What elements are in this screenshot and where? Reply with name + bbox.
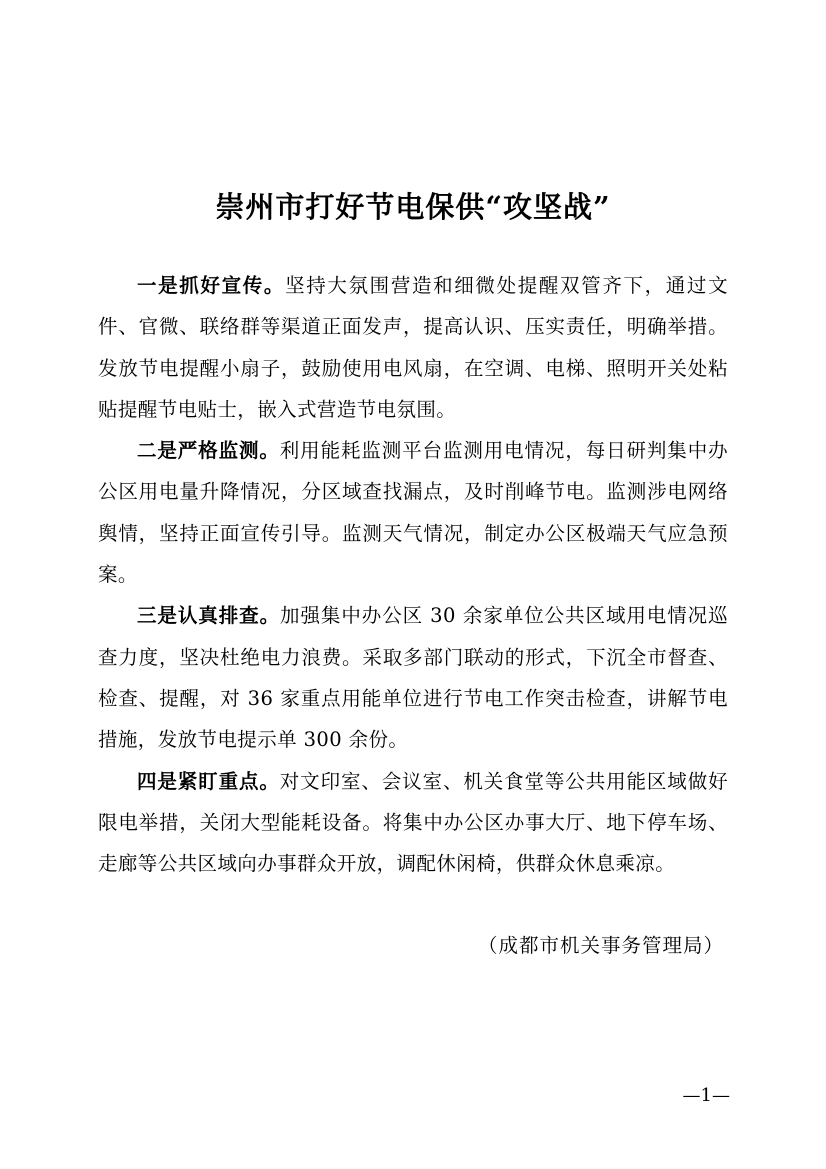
paragraph-text: 利用能耗监测平台监测用电情况，每日研判集中办公区用电量升降情况，分区域查找漏点，及时削峰节电。监测涉电网络舆情，坚持正面宣传引导。监测天气情况，制定办公区极端天气应急预案。	[98, 439, 728, 587]
document-source: （成都市机关事务管理局）	[477, 934, 724, 957]
page-number: —1—	[682, 1085, 730, 1106]
paragraph-key-points	[98, 761, 728, 885]
paragraph-publicity	[98, 265, 728, 430]
paragraph-monitoring	[98, 430, 728, 595]
paragraph-text: 对文印室、会议室、机关食堂等公共用能区域做好限电举措，关闭大型能耗设备。将集中办公区办事大厅、地下停车场、走廊等公共区域向办事群众开放，调配休闲椅，供群众休息乘凉。	[98, 769, 728, 876]
document-title: 崇州市打好节电保供“攻坚战”	[215, 190, 611, 224]
paragraph-lead: 四是紧盯重点。	[137, 769, 280, 793]
paragraph-text: 加强集中办公区 30 余家单位公共区域用电情况巡查力度，坚决杜绝电力浪费。采取多部门联动的形式，下沉全市督查、检查、提醒，对 36 家重点用能单位进行节电工作突击检查，讲解节电措施，发放节电提示单 300 余份。	[98, 604, 728, 752]
paragraph-text: 坚持大氛围营造和细微处提醒双管齐下，通过文件、官微、联络群等渠道正面发声，提高认识、压实责任，明确举措。发放节电提醒小扇子，鼓励使用电风扇，在空调、电梯、照明开关处粘贴提醒节电贴士，嵌入式营造节电氛围。	[98, 274, 728, 421]
paragraph-inspection	[98, 595, 728, 760]
paragraph-lead: 二是严格监测。	[137, 439, 280, 463]
paragraph-lead: 三是认真排查。	[137, 604, 281, 628]
document-body	[98, 265, 728, 884]
paragraph-lead: 一是抓好宣传。	[137, 274, 286, 297]
